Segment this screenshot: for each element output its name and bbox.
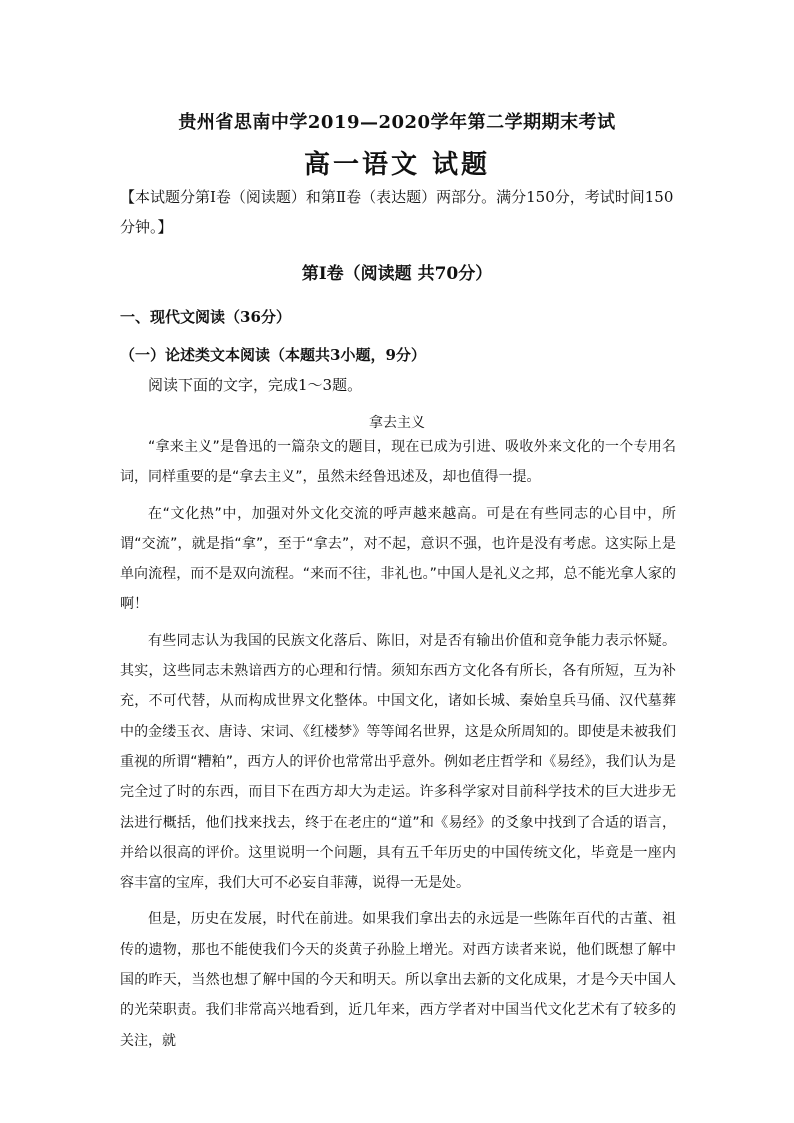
essay-paragraph: 有些同志认为我国的民族文化落后、陈旧，对是否有输出价值和竞争能力表示怀疑。其实，这些同志未熟谙西方的心理和行情。须知东西方文化各有所长，各有所短，互为补充，不可代替，从而构成世界文化整体。中国文化，诸如长城、秦始皇兵马俑、汉代墓葬中的金缕玉衣、唐诗、宋词、《红楼梦》等等闻名世界，这是众所周知的。即使是未被我们重视的所谓“糟粕”，西方人的评价也常常出乎意外。例如老庄哲学和《易经》，我们认为是完全过了时的东西，而目下在西方却大为走运。许多科学家对目前科学技术的巨大进步无法进行概括，他们找来找去，终于在老庄的“道”和《易经》的爻象中找到了合适的语言，并给以很高的评价。这里说明一个问题，具有五千年历史的中国传统文化，毕竟是一座内容丰富的宝库，我们大可不必妄自菲薄，说得一无是处。: [120, 632, 676, 892]
section1-title: 一、现代文阅读（36分）: [120, 308, 291, 326]
exam-title: 贵州省思南中学2019—2020学年第二学期期末考试: [178, 112, 616, 133]
essay-paragraph: 但是，历史在发展，时代在前进。如果我们拿出去的永远是一些陈年百代的古董、祖传的遗物，那也不能使我们今天的炎黄子孙脸上增光。对西方读者来说，他们既想了解中国的昨天，当然也想了解中国的今天和明天。所以拿出去新的文化成果，才是今天中国人的光荣职责。我们非常高兴地看到，近几年来，西方学者对中国当代文化艺术有了较多的关注，就: [120, 911, 676, 1049]
essay-title: 拿去主义: [369, 415, 425, 431]
exam-intro: 【本试题分第Ⅰ卷（阅读题）和第Ⅱ卷（表达题）两部分。满分150分，考试时间150分钟。】: [120, 188, 674, 236]
subsection1-title: （一）论述类文本阅读（本题共3小题，9分）: [120, 346, 426, 364]
essay-paragraph: “拿来主义”是鲁迅的一篇杂文的题目，现在已成为引进、吸收外来文化的一个专用名词，同样重要的是“拿去主义”，虽然未经鲁迅述及，却也值得一提。: [120, 439, 676, 486]
essay-paragraph: 在“文化热”中，加强对外文化交流的呼声越来越高。可是在有些同志的心目中，所谓“交流”，就是指“拿”，至于“拿去”，对不起，意识不强，也许是没有考虑。这实际上是单向流程，而不是双向流程。“来而不往，非礼也。”中国人是礼义之邦，总不能光拿人家的啊！: [120, 505, 676, 613]
reading-instruction: 阅读下面的文字，完成1～3题。: [148, 376, 363, 394]
part1-title: 第Ⅰ卷（阅读题 共70分）: [301, 264, 493, 284]
essay-body: [120, 432, 676, 1062]
exam-subtitle: 高一语文 试题: [303, 150, 491, 180]
